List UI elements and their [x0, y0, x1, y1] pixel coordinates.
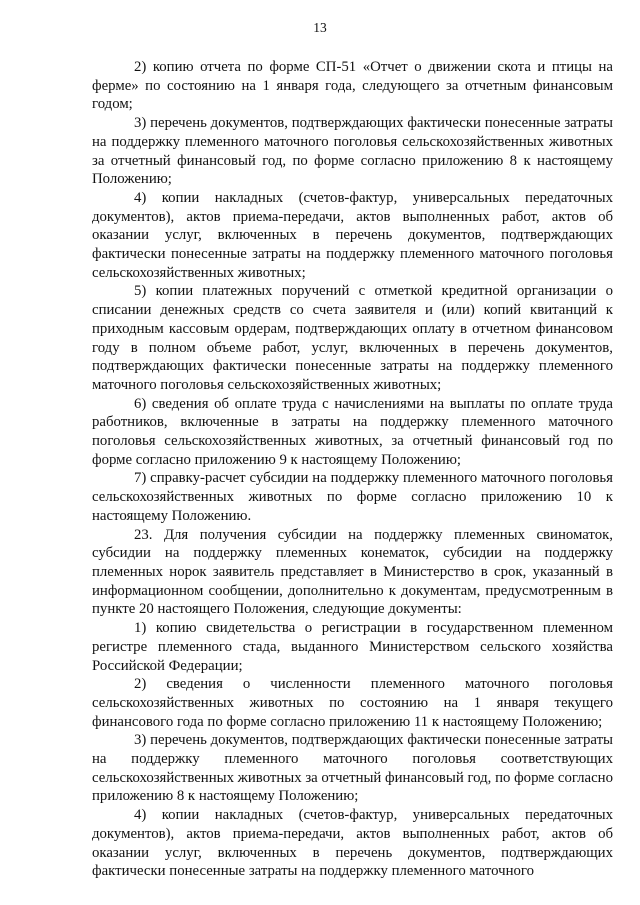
paragraph: 4) копии накладных (счетов-фактур, универсальных передаточных документов), актов приема-передачи, актов выполненных работ, актов об оказании услуг, включенных в перечень документов, подтверждающих фактически понесенные затраты на поддержку племенного маточного [92, 807, 613, 880]
paragraph: 2) копию отчета по форме СП-51 «Отчет о движении скота и птицы на ферме» по состоянию на 1 января года, следующего за отчетным финансовым годом; [92, 59, 613, 113]
paragraph: 5) копии платежных поручений с отметкой кредитной организации о списании денежных средств со счета заявителя и (или) копий квитанций к приходным кассовым ордерам, подтверждающих оплату в отчетном финансовом году в полном объеме работ, услуг, включенных в перечень документов, подтверждающих фактически понесенные затраты на поддержку племенного маточного поголовья сельскохозяйственных животных; [92, 283, 613, 393]
document-body [92, 58, 613, 881]
paragraph: 6) сведения об оплате труда с начислениями на выплаты по оплате труда работников, включенные в затраты на поддержку племенного маточного поголовья сельскохозяйственных животных, за отчетный финансовый год по форме согласно приложению 9 к настоящему Положению; [92, 395, 613, 468]
paragraph: 3) перечень документов, подтверждающих фактически понесенные затраты на поддержку племенного маточного поголовья сельскохозяйственных животных за отчетный финансовый год, по форме согласно приложению 8 к настоящему Положению; [92, 115, 613, 188]
paragraph: 7) справку-расчет субсидии на поддержку племенного маточного поголовья сельскохозяйственных животных по форме согласно приложению 10 к настоящему Положению. [92, 470, 613, 524]
paragraph: 1) копию свидетельства о регистрации в государственном племенном регистре племенного стада, выданного Министерством сельского хозяйства Российской Федерации; [92, 620, 613, 674]
paragraph: 3) перечень документов, подтверждающих фактически понесенные затраты на поддержку племенного маточного поголовья соответствующих сельскохозяйственных животных за отчетный финансовый год, по форме согласно приложению 8 к настоящему Положению; [92, 732, 614, 805]
paragraph: 2) сведения о численности племенного маточного поголовья сельскохозяйственных животных по состоянию на 1 января текущего финансового года по форме согласно приложению 11 к настоящему Положению; [92, 676, 613, 730]
page-number: 13 [313, 20, 327, 35]
paragraph: 4) копии накладных (счетов-фактур, универсальных передаточных документов), актов приема-передачи, актов выполненных работ, актов об оказании услуг, включенных в перечень документов, подтверждающих фактически понесенные затраты на поддержку племенного маточного поголовья сельскохозяйственных животных; [92, 189, 613, 281]
paragraph: 23. Для получения субсидии на поддержку племенных свиноматок, субсидии на поддержку племенных конематок, субсидии на поддержку племенных норок заявитель представляет в Министерство в срок, указанный в информационном сообщении, дополнительно к документам, предусмотренным в пункте 20 настоящего Положения, следующие документы: [92, 526, 613, 618]
